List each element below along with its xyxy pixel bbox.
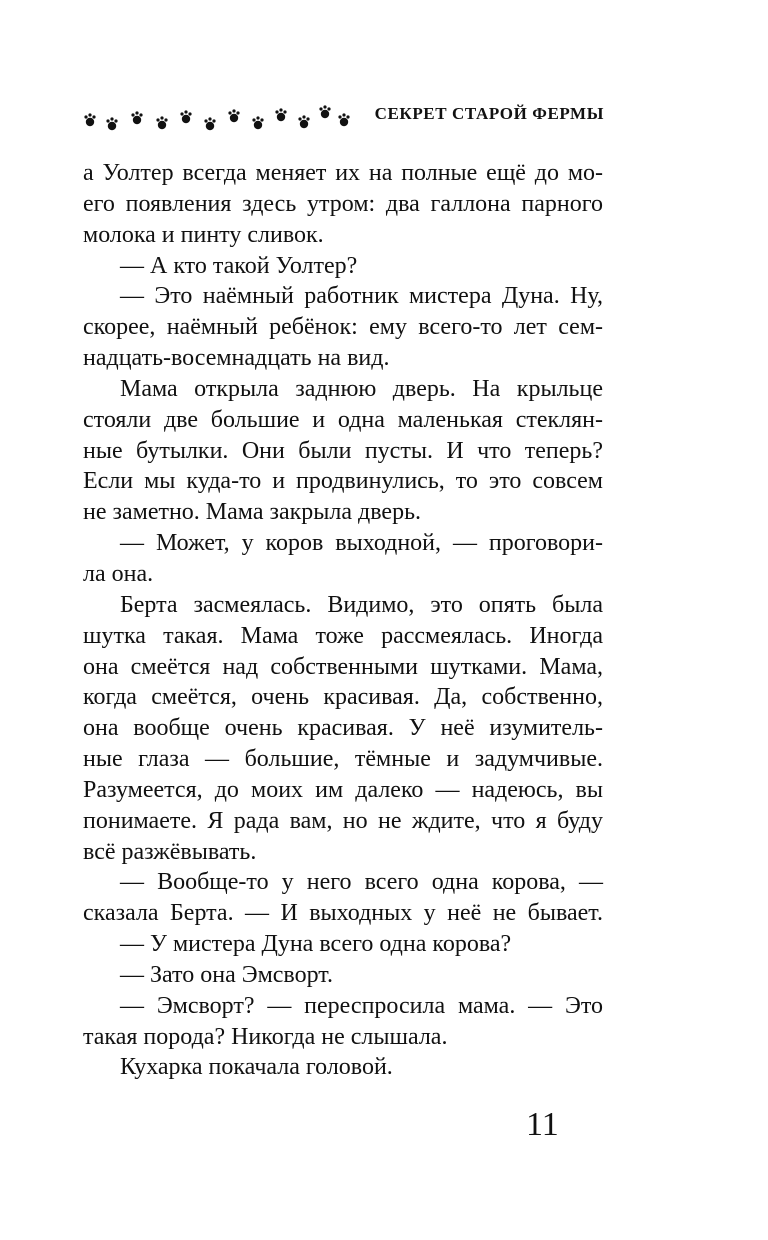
page-number: 11 [526,1106,559,1143]
text-line: шутка такая. Мама тоже рассмеялась. Иногда [83,622,603,649]
text-line: Если мы куда-то и продвинулись, то это совсем [83,468,603,495]
text-line: ные бутылки. Они были пусты. И что теперь? [83,437,603,464]
text-line: Кухарка покачала головой. [120,1054,393,1081]
text-line: понимаете. Я рада вам, но не ждите, что я буду [83,807,603,834]
body-text [83,158,603,1083]
text-line: а Уолтер всегда меняет их на полные ещё до мо- [83,160,603,186]
text-line: всё разжёвывать. [83,838,257,865]
text-line: — Эмсворт? — переспросила мама. — Это [120,992,603,1019]
text-line: скорее, наёмный ребёнок: ему всего-то лет сем- [83,314,603,341]
text-line: сказала Берта. — И выходных у неё не бывает. [83,900,603,927]
text-line: — Может, у коров выходной, — проговори- [120,530,603,557]
text-line: надцать-восемнадцать на вид. [83,345,390,372]
text-line: — Вообще-то у него всего одна корова, — [120,869,603,896]
text-line: когда смеётся, очень красивая. Да, собственно, [83,684,603,711]
text-line: такая порода? Никогда не слышала. [83,1023,448,1050]
text-line: она вообще очень красивая. У неё изумитель- [83,715,603,742]
text-line: не заметно. Мама закрыла дверь. [83,499,422,526]
text-line: его появления здесь утром: два галлона парного [83,190,603,217]
running-title: СЕКРЕТ СТАРОЙ ФЕРМЫ [374,104,604,123]
text-line: ные глаза — большие, тёмные и задумчивые. [83,746,603,773]
text-line: Мама открыла заднюю дверь. На крыльце [120,375,603,402]
text-line: — Это наёмный работник мистера Дуна. Ну, [120,283,603,310]
text-line: ла она. [83,560,154,587]
page-header [82,98,604,134]
text-line: стояли две большие и одна маленькая стеклян- [83,406,603,433]
text-line: она смеётся над собственными шутками. Мама, [83,653,603,680]
paw-prints-icon [82,98,352,134]
text-line: Разумеется, до моих им далеко — надеюсь, вы [83,776,603,803]
text-line: — А кто такой Уолтер? [120,252,358,279]
text-line: — Зато она Эмсворт. [120,961,333,988]
text-line: Берта засмеялась. Видимо, это опять была [120,591,603,618]
text-line: — У мистера Дуна всего одна корова? [120,931,512,958]
text-line: молока и пинту сливок. [83,221,324,248]
